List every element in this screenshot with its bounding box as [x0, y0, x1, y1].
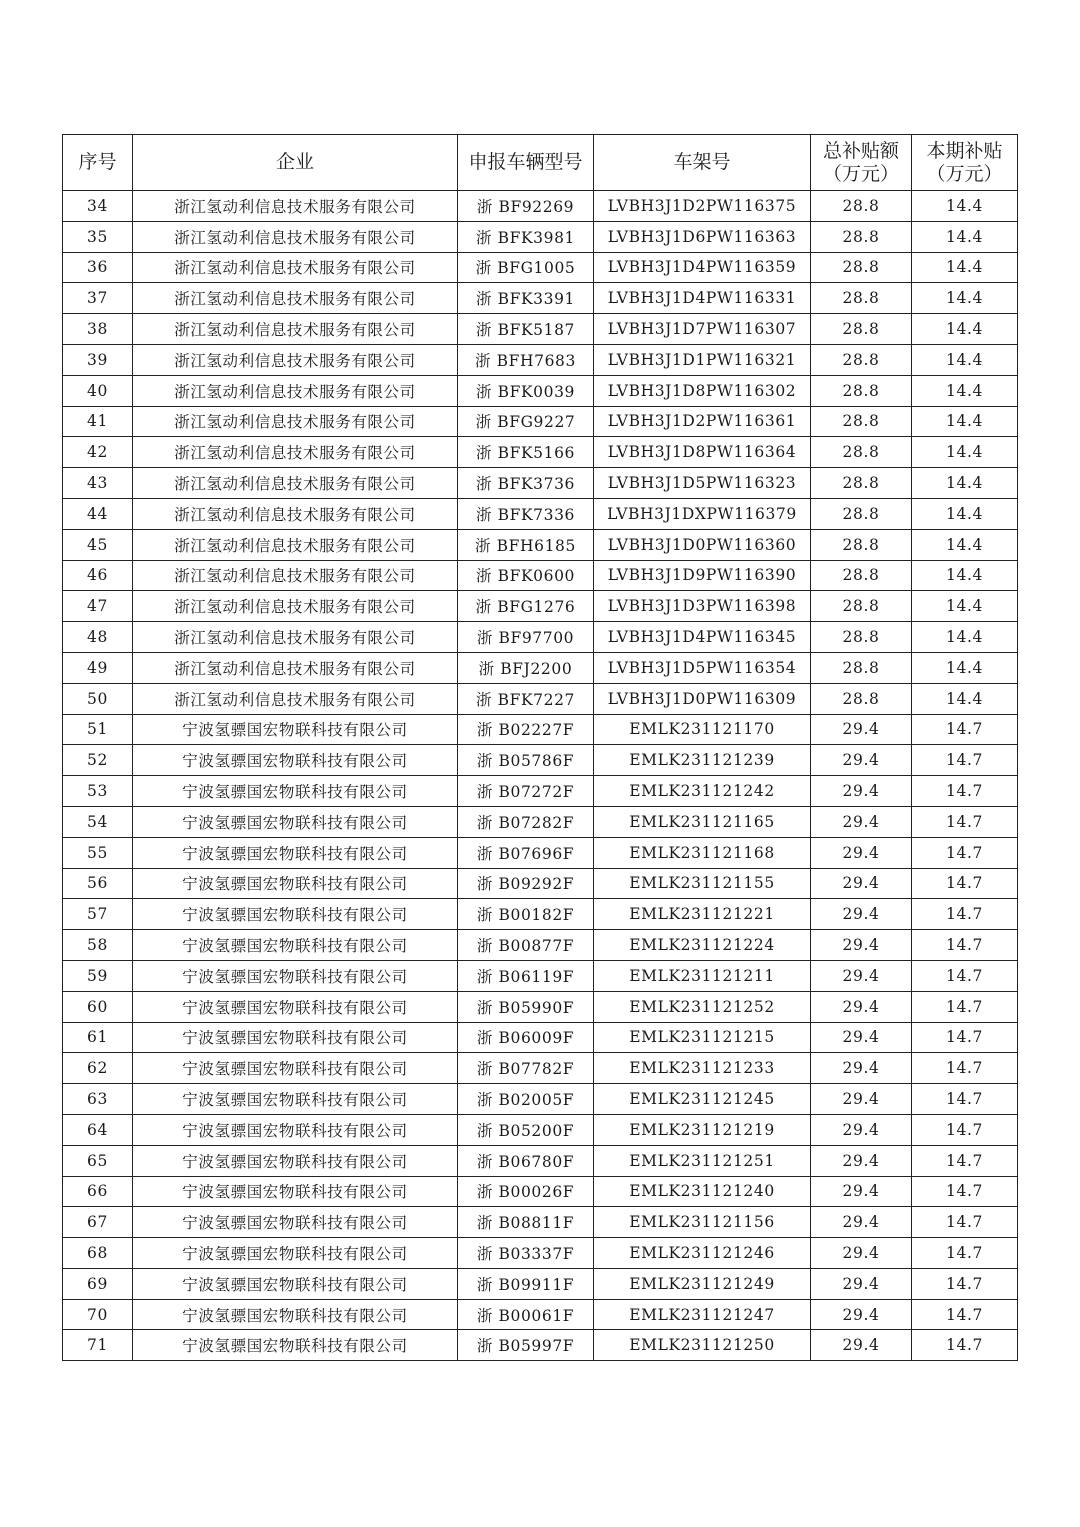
- cell-enterprise: 宁波氢骠国宏物联科技有限公司: [133, 1238, 458, 1269]
- cell-total-subsidy: 28.8: [811, 283, 912, 314]
- cell-period-subsidy: 14.7: [912, 745, 1018, 776]
- cell-vehicle-model: 浙 B00182F: [458, 899, 594, 930]
- cell-vehicle-model: 浙 BFK0600: [458, 560, 594, 591]
- cell-total-subsidy: 29.4: [811, 1299, 912, 1330]
- table-row: [63, 837, 1018, 868]
- table-row: [63, 1145, 1018, 1176]
- cell-total-subsidy: 28.8: [811, 314, 912, 345]
- cell-seq: 40: [63, 375, 133, 406]
- cell-seq: 68: [63, 1238, 133, 1269]
- cell-enterprise: 浙江氢动利信息技术服务有限公司: [133, 591, 458, 622]
- subsidy-table: [62, 134, 1018, 1361]
- cell-period-subsidy: 14.7: [912, 714, 1018, 745]
- cell-period-subsidy: 14.7: [912, 837, 1018, 868]
- cell-enterprise: 宁波氢骠国宏物联科技有限公司: [133, 1207, 458, 1238]
- cell-period-subsidy: 14.4: [912, 252, 1018, 283]
- cell-vehicle-model: 浙 BFG1005: [458, 252, 594, 283]
- cell-enterprise: 宁波氢骠国宏物联科技有限公司: [133, 1022, 458, 1053]
- cell-total-subsidy: 28.8: [811, 221, 912, 252]
- table-row: [63, 1268, 1018, 1299]
- cell-enterprise: 浙江氢动利信息技术服务有限公司: [133, 252, 458, 283]
- table-row: [63, 529, 1018, 560]
- cell-vehicle-model: 浙 B00026F: [458, 1176, 594, 1207]
- cell-vehicle-model: 浙 B09911F: [458, 1268, 594, 1299]
- cell-enterprise: 宁波氢骠国宏物联科技有限公司: [133, 1268, 458, 1299]
- cell-total-subsidy: 29.4: [811, 899, 912, 930]
- cell-enterprise: 宁波氢骠国宏物联科技有限公司: [133, 930, 458, 961]
- cell-vehicle-model: 浙 B05990F: [458, 991, 594, 1022]
- cell-seq: 41: [63, 406, 133, 437]
- cell-seq: 63: [63, 1084, 133, 1115]
- cell-vin: EMLK231121170: [594, 714, 811, 745]
- cell-seq: 64: [63, 1114, 133, 1145]
- cell-total-subsidy: 29.4: [811, 1053, 912, 1084]
- cell-vin: EMLK231121245: [594, 1084, 811, 1115]
- cell-period-subsidy: 14.4: [912, 437, 1018, 468]
- table-row: [63, 221, 1018, 252]
- cell-vin: LVBH3J1D9PW116390: [594, 560, 811, 591]
- cell-vin: EMLK231121165: [594, 806, 811, 837]
- cell-vehicle-model: 浙 BFK3981: [458, 221, 594, 252]
- cell-vin: EMLK231121155: [594, 868, 811, 899]
- cell-seq: 45: [63, 529, 133, 560]
- cell-enterprise: 宁波氢骠国宏物联科技有限公司: [133, 806, 458, 837]
- cell-total-subsidy: 29.4: [811, 1022, 912, 1053]
- cell-vehicle-model: 浙 BFH6185: [458, 529, 594, 560]
- cell-enterprise: 浙江氢动利信息技术服务有限公司: [133, 652, 458, 683]
- cell-seq: 47: [63, 591, 133, 622]
- cell-period-subsidy: 14.7: [912, 1053, 1018, 1084]
- cell-total-subsidy: 29.4: [811, 745, 912, 776]
- cell-total-subsidy: 28.8: [811, 652, 912, 683]
- cell-enterprise: 浙江氢动利信息技术服务有限公司: [133, 529, 458, 560]
- cell-seq: 61: [63, 1022, 133, 1053]
- cell-vehicle-model: 浙 B05200F: [458, 1114, 594, 1145]
- cell-total-subsidy: 28.8: [811, 622, 912, 653]
- cell-enterprise: 浙江氢动利信息技术服务有限公司: [133, 437, 458, 468]
- cell-period-subsidy: 14.7: [912, 1114, 1018, 1145]
- cell-enterprise: 宁波氢骠国宏物联科技有限公司: [133, 776, 458, 807]
- table-row: [63, 252, 1018, 283]
- cell-period-subsidy: 14.7: [912, 1207, 1018, 1238]
- cell-seq: 70: [63, 1299, 133, 1330]
- table-row: [63, 1053, 1018, 1084]
- cell-total-subsidy: 29.4: [811, 960, 912, 991]
- cell-vin: EMLK231121168: [594, 837, 811, 868]
- table-row: [63, 1299, 1018, 1330]
- cell-vin: EMLK231121211: [594, 960, 811, 991]
- cell-total-subsidy: 28.8: [811, 406, 912, 437]
- cell-vehicle-model: 浙 B08811F: [458, 1207, 594, 1238]
- cell-period-subsidy: 14.7: [912, 991, 1018, 1022]
- cell-vin: LVBH3J1D6PW116363: [594, 221, 811, 252]
- cell-total-subsidy: 28.8: [811, 560, 912, 591]
- cell-vin: LVBH3J1D5PW116323: [594, 468, 811, 499]
- header-enterprise: 企业: [133, 135, 458, 191]
- cell-period-subsidy: 14.7: [912, 1299, 1018, 1330]
- table-row: [63, 1022, 1018, 1053]
- table-row: [63, 745, 1018, 776]
- cell-vehicle-model: 浙 B05786F: [458, 745, 594, 776]
- cell-seq: 34: [63, 191, 133, 222]
- header-vehicle-model: 申报车辆型号: [458, 135, 594, 191]
- cell-enterprise: 浙江氢动利信息技术服务有限公司: [133, 344, 458, 375]
- cell-enterprise: 浙江氢动利信息技术服务有限公司: [133, 221, 458, 252]
- cell-seq: 50: [63, 683, 133, 714]
- cell-seq: 51: [63, 714, 133, 745]
- cell-vin: EMLK231121251: [594, 1145, 811, 1176]
- cell-total-subsidy: 29.4: [811, 1268, 912, 1299]
- header-period-subsidy: 本期补贴（万元）: [912, 135, 1018, 191]
- cell-period-subsidy: 14.7: [912, 1330, 1018, 1361]
- cell-enterprise: 宁波氢骠国宏物联科技有限公司: [133, 1330, 458, 1361]
- table-row: [63, 437, 1018, 468]
- cell-vin: LVBH3J1D7PW116307: [594, 314, 811, 345]
- cell-period-subsidy: 14.7: [912, 806, 1018, 837]
- cell-total-subsidy: 28.8: [811, 375, 912, 406]
- cell-period-subsidy: 14.4: [912, 560, 1018, 591]
- cell-seq: 66: [63, 1176, 133, 1207]
- cell-total-subsidy: 28.8: [811, 437, 912, 468]
- cell-vin: EMLK231121252: [594, 991, 811, 1022]
- cell-total-subsidy: 28.8: [811, 529, 912, 560]
- cell-seq: 44: [63, 498, 133, 529]
- cell-period-subsidy: 14.7: [912, 1268, 1018, 1299]
- cell-enterprise: 浙江氢动利信息技术服务有限公司: [133, 560, 458, 591]
- cell-vehicle-model: 浙 BFG1276: [458, 591, 594, 622]
- cell-period-subsidy: 14.7: [912, 1145, 1018, 1176]
- cell-period-subsidy: 14.7: [912, 776, 1018, 807]
- cell-enterprise: 宁波氢骠国宏物联科技有限公司: [133, 868, 458, 899]
- cell-enterprise: 浙江氢动利信息技术服务有限公司: [133, 375, 458, 406]
- table-row: [63, 314, 1018, 345]
- cell-vehicle-model: 浙 B07782F: [458, 1053, 594, 1084]
- cell-vin: EMLK231121239: [594, 745, 811, 776]
- cell-vehicle-model: 浙 B03337F: [458, 1238, 594, 1269]
- cell-enterprise: 宁波氢骠国宏物联科技有限公司: [133, 745, 458, 776]
- cell-vehicle-model: 浙 BFK3391: [458, 283, 594, 314]
- cell-seq: 48: [63, 622, 133, 653]
- cell-vehicle-model: 浙 B09292F: [458, 868, 594, 899]
- table-row: [63, 468, 1018, 499]
- table-header: [63, 135, 1018, 191]
- cell-enterprise: 浙江氢动利信息技术服务有限公司: [133, 498, 458, 529]
- cell-vin: LVBH3J1D3PW116398: [594, 591, 811, 622]
- table-row: [63, 806, 1018, 837]
- cell-seq: 55: [63, 837, 133, 868]
- cell-seq: 58: [63, 930, 133, 961]
- cell-total-subsidy: 29.4: [811, 1114, 912, 1145]
- cell-total-subsidy: 29.4: [811, 837, 912, 868]
- cell-enterprise: 宁波氢骠国宏物联科技有限公司: [133, 1176, 458, 1207]
- cell-vin: LVBH3J1D8PW116302: [594, 375, 811, 406]
- cell-seq: 60: [63, 991, 133, 1022]
- cell-enterprise: 宁波氢骠国宏物联科技有限公司: [133, 1114, 458, 1145]
- cell-enterprise: 宁波氢骠国宏物联科技有限公司: [133, 991, 458, 1022]
- table-row: [63, 622, 1018, 653]
- cell-vehicle-model: 浙 BFK7336: [458, 498, 594, 529]
- cell-period-subsidy: 14.7: [912, 1022, 1018, 1053]
- cell-period-subsidy: 14.7: [912, 1084, 1018, 1115]
- cell-vin: EMLK231121246: [594, 1238, 811, 1269]
- cell-seq: 56: [63, 868, 133, 899]
- cell-period-subsidy: 14.4: [912, 344, 1018, 375]
- cell-seq: 49: [63, 652, 133, 683]
- cell-enterprise: 浙江氢动利信息技术服务有限公司: [133, 683, 458, 714]
- cell-enterprise: 宁波氢骠国宏物联科技有限公司: [133, 899, 458, 930]
- cell-vin: LVBH3J1D0PW116360: [594, 529, 811, 560]
- cell-vehicle-model: 浙 B07282F: [458, 806, 594, 837]
- cell-total-subsidy: 29.4: [811, 806, 912, 837]
- cell-seq: 62: [63, 1053, 133, 1084]
- cell-enterprise: 浙江氢动利信息技术服务有限公司: [133, 191, 458, 222]
- cell-enterprise: 宁波氢骠国宏物联科技有限公司: [133, 1084, 458, 1115]
- cell-enterprise: 浙江氢动利信息技术服务有限公司: [133, 283, 458, 314]
- cell-period-subsidy: 14.4: [912, 683, 1018, 714]
- cell-vin: EMLK231121224: [594, 930, 811, 961]
- cell-vehicle-model: 浙 B07696F: [458, 837, 594, 868]
- cell-period-subsidy: 14.7: [912, 960, 1018, 991]
- table-row: [63, 283, 1018, 314]
- table-row: [63, 714, 1018, 745]
- cell-period-subsidy: 14.4: [912, 622, 1018, 653]
- cell-vehicle-model: 浙 B00877F: [458, 930, 594, 961]
- table-row: [63, 868, 1018, 899]
- cell-seq: 57: [63, 899, 133, 930]
- header-row: [63, 135, 1018, 191]
- cell-vin: EMLK231121233: [594, 1053, 811, 1084]
- table-body: [63, 191, 1018, 1361]
- table-row: [63, 683, 1018, 714]
- cell-vehicle-model: 浙 BFK3736: [458, 468, 594, 499]
- cell-total-subsidy: 28.8: [811, 344, 912, 375]
- cell-vehicle-model: 浙 BFG9227: [458, 406, 594, 437]
- cell-total-subsidy: 29.4: [811, 1084, 912, 1115]
- cell-seq: 36: [63, 252, 133, 283]
- cell-vin: LVBH3J1D0PW116309: [594, 683, 811, 714]
- cell-vin: LVBH3J1D4PW116331: [594, 283, 811, 314]
- cell-period-subsidy: 14.4: [912, 283, 1018, 314]
- cell-seq: 46: [63, 560, 133, 591]
- cell-seq: 53: [63, 776, 133, 807]
- cell-total-subsidy: 29.4: [811, 930, 912, 961]
- cell-vehicle-model: 浙 BFH7683: [458, 344, 594, 375]
- cell-vin: LVBH3J1D5PW116354: [594, 652, 811, 683]
- cell-enterprise: 浙江氢动利信息技术服务有限公司: [133, 406, 458, 437]
- cell-period-subsidy: 14.4: [912, 652, 1018, 683]
- cell-vin: LVBH3J1D4PW116359: [594, 252, 811, 283]
- cell-seq: 54: [63, 806, 133, 837]
- table-row: [63, 1238, 1018, 1269]
- cell-enterprise: 宁波氢骠国宏物联科技有限公司: [133, 714, 458, 745]
- cell-vin: LVBH3J1D4PW116345: [594, 622, 811, 653]
- cell-seq: 71: [63, 1330, 133, 1361]
- cell-total-subsidy: 29.4: [811, 1145, 912, 1176]
- cell-period-subsidy: 14.7: [912, 930, 1018, 961]
- cell-period-subsidy: 14.7: [912, 868, 1018, 899]
- table-row: [63, 498, 1018, 529]
- cell-total-subsidy: 29.4: [811, 714, 912, 745]
- table-row: [63, 776, 1018, 807]
- table-row: [63, 960, 1018, 991]
- cell-period-subsidy: 14.4: [912, 498, 1018, 529]
- cell-period-subsidy: 14.4: [912, 591, 1018, 622]
- cell-vin: EMLK231121215: [594, 1022, 811, 1053]
- cell-vin: EMLK231121221: [594, 899, 811, 930]
- cell-vin: EMLK231121247: [594, 1299, 811, 1330]
- cell-vin: LVBH3J1D2PW116361: [594, 406, 811, 437]
- cell-vehicle-model: 浙 BFK7227: [458, 683, 594, 714]
- cell-seq: 42: [63, 437, 133, 468]
- cell-vehicle-model: 浙 BFK0039: [458, 375, 594, 406]
- cell-vin: LVBH3J1D2PW116375: [594, 191, 811, 222]
- table-row: [63, 1114, 1018, 1145]
- header-seq: 序号: [63, 135, 133, 191]
- cell-period-subsidy: 14.4: [912, 406, 1018, 437]
- cell-period-subsidy: 14.7: [912, 1238, 1018, 1269]
- cell-enterprise: 宁波氢骠国宏物联科技有限公司: [133, 1145, 458, 1176]
- cell-total-subsidy: 29.4: [811, 1238, 912, 1269]
- cell-enterprise: 宁波氢骠国宏物联科技有限公司: [133, 1299, 458, 1330]
- cell-total-subsidy: 28.8: [811, 498, 912, 529]
- cell-total-subsidy: 29.4: [811, 1176, 912, 1207]
- cell-total-subsidy: 28.8: [811, 468, 912, 499]
- cell-seq: 35: [63, 221, 133, 252]
- cell-vin: EMLK231121240: [594, 1176, 811, 1207]
- header-vin: 车架号: [594, 135, 811, 191]
- cell-seq: 52: [63, 745, 133, 776]
- cell-seq: 65: [63, 1145, 133, 1176]
- table-row: [63, 375, 1018, 406]
- cell-vin: LVBH3J1D8PW116364: [594, 437, 811, 468]
- table-row: [63, 930, 1018, 961]
- cell-vehicle-model: 浙 BFK5166: [458, 437, 594, 468]
- cell-enterprise: 浙江氢动利信息技术服务有限公司: [133, 468, 458, 499]
- cell-period-subsidy: 14.4: [912, 468, 1018, 499]
- table-row: [63, 560, 1018, 591]
- table-row: [63, 1084, 1018, 1115]
- cell-enterprise: 宁波氢骠国宏物联科技有限公司: [133, 837, 458, 868]
- cell-vin: LVBH3J1DXPW116379: [594, 498, 811, 529]
- cell-vin: EMLK231121250: [594, 1330, 811, 1361]
- cell-period-subsidy: 14.7: [912, 899, 1018, 930]
- table-row: [63, 406, 1018, 437]
- cell-vin: EMLK231121242: [594, 776, 811, 807]
- cell-enterprise: 浙江氢动利信息技术服务有限公司: [133, 622, 458, 653]
- cell-vehicle-model: 浙 B06780F: [458, 1145, 594, 1176]
- subsidy-table-container: [62, 134, 1017, 1361]
- cell-total-subsidy: 29.4: [811, 991, 912, 1022]
- cell-vin: LVBH3J1D1PW116321: [594, 344, 811, 375]
- cell-vehicle-model: 浙 B05997F: [458, 1330, 594, 1361]
- header-total-subsidy: 总补贴额（万元）: [811, 135, 912, 191]
- cell-enterprise: 宁波氢骠国宏物联科技有限公司: [133, 1053, 458, 1084]
- table-row: [63, 1176, 1018, 1207]
- cell-period-subsidy: 14.7: [912, 1176, 1018, 1207]
- cell-period-subsidy: 14.4: [912, 314, 1018, 345]
- cell-vin: EMLK231121219: [594, 1114, 811, 1145]
- table-row: [63, 991, 1018, 1022]
- cell-vehicle-model: 浙 B06119F: [458, 960, 594, 991]
- table-row: [63, 652, 1018, 683]
- cell-period-subsidy: 14.4: [912, 191, 1018, 222]
- cell-period-subsidy: 14.4: [912, 529, 1018, 560]
- cell-period-subsidy: 14.4: [912, 221, 1018, 252]
- cell-total-subsidy: 28.8: [811, 683, 912, 714]
- cell-period-subsidy: 14.4: [912, 375, 1018, 406]
- cell-seq: 69: [63, 1268, 133, 1299]
- table-row: [63, 899, 1018, 930]
- cell-vehicle-model: 浙 B02227F: [458, 714, 594, 745]
- cell-seq: 39: [63, 344, 133, 375]
- cell-vehicle-model: 浙 B00061F: [458, 1299, 594, 1330]
- cell-enterprise: 宁波氢骠国宏物联科技有限公司: [133, 960, 458, 991]
- table-row: [63, 344, 1018, 375]
- cell-total-subsidy: 29.4: [811, 1207, 912, 1238]
- cell-seq: 67: [63, 1207, 133, 1238]
- cell-seq: 43: [63, 468, 133, 499]
- cell-total-subsidy: 29.4: [811, 776, 912, 807]
- cell-vehicle-model: 浙 BFJ2200: [458, 652, 594, 683]
- cell-vin: EMLK231121249: [594, 1268, 811, 1299]
- cell-vehicle-model: 浙 B02005F: [458, 1084, 594, 1115]
- cell-total-subsidy: 28.8: [811, 252, 912, 283]
- cell-total-subsidy: 28.8: [811, 591, 912, 622]
- cell-vehicle-model: 浙 B07272F: [458, 776, 594, 807]
- cell-total-subsidy: 29.4: [811, 868, 912, 899]
- cell-seq: 38: [63, 314, 133, 345]
- cell-vin: EMLK231121156: [594, 1207, 811, 1238]
- cell-vehicle-model: 浙 BF92269: [458, 191, 594, 222]
- cell-vehicle-model: 浙 BF97700: [458, 622, 594, 653]
- cell-seq: 37: [63, 283, 133, 314]
- table-row: [63, 191, 1018, 222]
- table-row: [63, 1207, 1018, 1238]
- cell-seq: 59: [63, 960, 133, 991]
- cell-total-subsidy: 29.4: [811, 1330, 912, 1361]
- cell-vehicle-model: 浙 B06009F: [458, 1022, 594, 1053]
- cell-vehicle-model: 浙 BFK5187: [458, 314, 594, 345]
- cell-enterprise: 浙江氢动利信息技术服务有限公司: [133, 314, 458, 345]
- table-row: [63, 591, 1018, 622]
- cell-total-subsidy: 28.8: [811, 191, 912, 222]
- table-row: [63, 1330, 1018, 1361]
